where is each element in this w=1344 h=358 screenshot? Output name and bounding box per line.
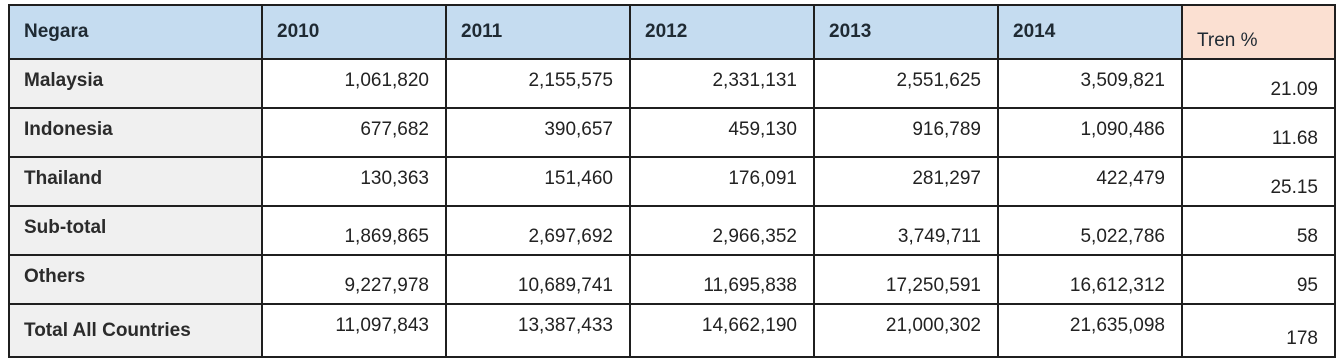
- trend-cell: 95: [1182, 255, 1335, 304]
- country-cell: Sub-total: [9, 206, 262, 255]
- header-2014: 2014: [998, 5, 1182, 59]
- header-2012: 2012: [630, 5, 814, 59]
- header-tren: Tren %: [1182, 5, 1335, 59]
- country-cell: Thailand: [9, 157, 262, 206]
- value-cell: 1,869,865: [262, 206, 446, 255]
- table-row: [9, 206, 1335, 255]
- trend-cell: 11.68: [1182, 108, 1335, 157]
- value-cell: 281,297: [814, 157, 998, 206]
- country-cell: Malaysia: [9, 59, 262, 108]
- value-cell: 3,749,711: [814, 206, 998, 255]
- trend-cell: 21.09: [1182, 59, 1335, 108]
- value-cell: 2,966,352: [630, 206, 814, 255]
- value-cell: 459,130: [630, 108, 814, 157]
- value-cell: 151,460: [446, 157, 630, 206]
- value-cell: 9,227,978: [262, 255, 446, 304]
- header-negara: Negara: [9, 5, 262, 59]
- value-cell: 17,250,591: [814, 255, 998, 304]
- table-row: [9, 304, 1335, 357]
- country-cell: Indonesia: [9, 108, 262, 157]
- value-cell: 21,000,302: [814, 304, 998, 357]
- table-row: [9, 108, 1335, 157]
- value-cell: 3,509,821: [998, 59, 1182, 108]
- value-cell: 130,363: [262, 157, 446, 206]
- value-cell: 1,061,820: [262, 59, 446, 108]
- value-cell: 16,612,312: [998, 255, 1182, 304]
- value-cell: 176,091: [630, 157, 814, 206]
- trend-cell: 25.15: [1182, 157, 1335, 206]
- value-cell: 2,155,575: [446, 59, 630, 108]
- header-2010: 2010: [262, 5, 446, 59]
- table-row: [9, 255, 1335, 304]
- value-cell: 13,387,433: [446, 304, 630, 357]
- value-cell: 5,022,786: [998, 206, 1182, 255]
- value-cell: 390,657: [446, 108, 630, 157]
- value-cell: 14,662,190: [630, 304, 814, 357]
- country-cell: Others: [9, 255, 262, 304]
- table-row: [9, 59, 1335, 108]
- trend-cell: 178: [1182, 304, 1335, 357]
- value-cell: 677,682: [262, 108, 446, 157]
- country-cell: Total All Countries: [9, 304, 262, 357]
- country-data-table: [8, 4, 1336, 358]
- header-2013: 2013: [814, 5, 998, 59]
- value-cell: 2,551,625: [814, 59, 998, 108]
- header-row: [9, 5, 1335, 59]
- table-row: [9, 157, 1335, 206]
- value-cell: 11,097,843: [262, 304, 446, 357]
- data-table-container: [8, 4, 1336, 358]
- value-cell: 1,090,486: [998, 108, 1182, 157]
- value-cell: 10,689,741: [446, 255, 630, 304]
- header-2011: 2011: [446, 5, 630, 59]
- value-cell: 422,479: [998, 157, 1182, 206]
- value-cell: 2,331,131: [630, 59, 814, 108]
- value-cell: 916,789: [814, 108, 998, 157]
- value-cell: 21,635,098: [998, 304, 1182, 357]
- trend-cell: 58: [1182, 206, 1335, 255]
- value-cell: 2,697,692: [446, 206, 630, 255]
- value-cell: 11,695,838: [630, 255, 814, 304]
